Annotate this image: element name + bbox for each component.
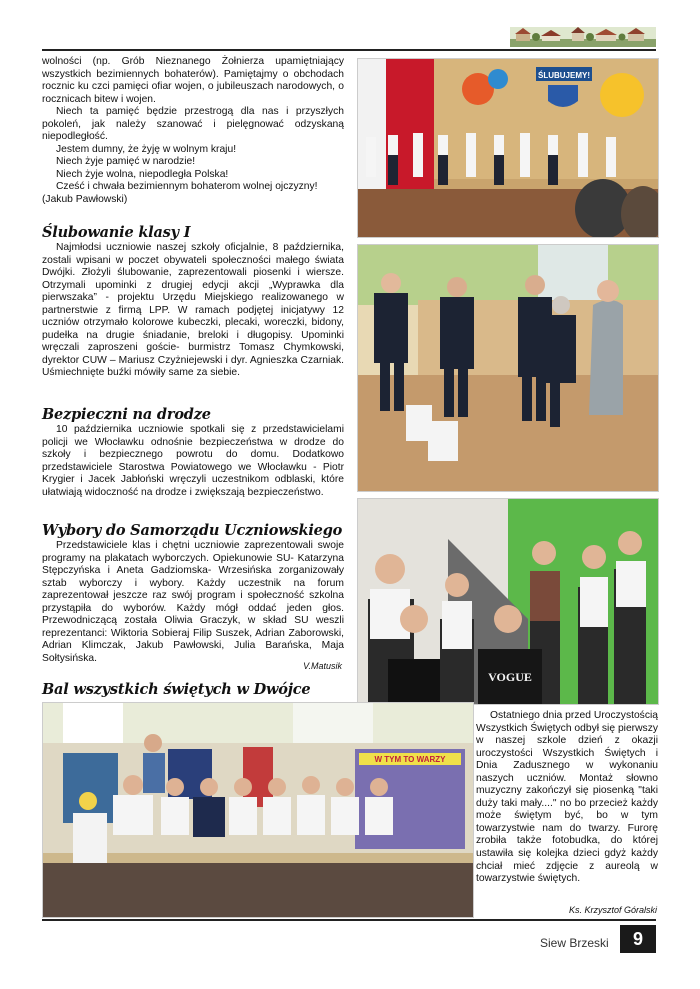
header-rule xyxy=(42,49,656,51)
village-panorama-icon xyxy=(510,27,656,47)
photo-student-council xyxy=(357,498,659,705)
saints-banner-text: W TYM TO WARZY xyxy=(374,755,446,764)
photo-all-saints xyxy=(42,702,474,918)
intro-paragraph: Niech żyje wolna, niepodległa Polska! xyxy=(56,168,229,180)
intro-paragraph: Cześć i chwała bezimiennym bohaterom wolnej ojczyzny! xyxy=(56,181,318,193)
photo-ceremony xyxy=(357,58,659,238)
section-text-bezpieczni: 10 października uczniowie spotkali się z przedstawicielami policji we Włocławku odnośnie bezpieczeństwa w drodze do szkoły i bezpiecznego powrotu do domu. Dodatkowo przedstawiciele Starostwa Powiatowego we Włocławku - Piotr Krygier i Jacek Jabłoński wręczyli uczestnikom odblaski, które ułatwiają widoczność na drodze i zwiększają bezpieczeństwo. xyxy=(42,424,344,498)
section-text-slubowanie: Najmłodsi uczniowie naszej szkoły oficjalnie, 8 października, zostali wpisani w poczet obywateli społeczności małego świata Dwójki. Złożyli ślubowanie, zaprezentowali piosenki i wiersze. Otrzymali upominki z drugiej edycji akcji „Wyprawka dla pierwszaka” - projektu Urzędu Miejskiego realizowanego w partnerstwie z firmą LPP. W ramach podjętej inicjatywy 12 uczniów otrzymało kolorowe kubeczki, plecaki, woreczki, bidony, pudełka na drugie śniadanie, breloki i długopisy. Upominki wręczali zaproszeni goście- burmistrz Tomasz Chymkowski, dyrektor CUW – Mariusz Czyżniejewski i dyr. Agnieszka Czarniak. Uśmiechnięte buźki mówiły same za siebie. xyxy=(42,242,344,379)
ceremony-sign: ŚLUBUJEMY! xyxy=(537,71,591,80)
signature-wybory: V.Matusik xyxy=(303,661,342,671)
intro-paragraph: Niech ta pamięć będzie przestrogą dla nas i przyszłych pokoleń, jak należy szanować i pielęgnować odzyskaną niepodległość. xyxy=(42,106,344,143)
section-heading-bal: Bal wszystkich świętych w Dwójce xyxy=(42,681,311,698)
section-heading-bezpieczni: Bezpieczni na drodze xyxy=(42,406,211,423)
signature-bal: Ks. Krzysztof Góralski xyxy=(568,905,657,915)
photo-police-visit xyxy=(357,244,659,492)
intro-article xyxy=(42,56,344,207)
section-heading-wybory: Wybory do Samorządu Uczniowskiego xyxy=(42,522,343,539)
section-text-bal: Ostatniego dnia przed Uroczystością Wszystkich Świętych odbył się pierwszy w naszej szkole dzień z okazji uroczystości Wszystkich Świętych i Dnia Zadusznego w wykonaniu naszych uczniów. Montaż słowno muzyczny zakończył się piosenką "taki duży taki mały...." no bo przecież każdy może świętym być, bo w tym towarzystwie nam do twarzy. Furorę zrobiła także fotobudka, do której ustawiła się kolejka dzieci gdyż każdy chciał mieć zdjęcie z aureolą w towarzystwie świętych. xyxy=(476,710,658,885)
header-banner xyxy=(510,27,656,47)
intro-paragraph: Jestem dumny, że żyję w wolnym kraju! xyxy=(56,143,237,155)
section-text-wybory: Przedstawiciele klas i chętni uczniowie zaprezentowali swoje programy na plakatach wyborczych. Opiekunowie SU- Katarzyna Stępczyńska i Aneta Gadziomska- Wrzesińska zorganizowały sztab wyborczy i wybory. Każdy uczestnik na forum zaprezentował jeszcze raz swój program i społeczność szkolna przystąpiła do wyborów. Każdy mógł oddać jeden głos. Przewodniczącą została Oliwia Graczyk, w skład SU weszli reprezentanci: Wiktoria Sobieraj Filip Suszek, Adrian Zaborowski, Adrian Klimczak, Jakub Pawłowski, Julia Barańska, Maja Sołtysińska. xyxy=(42,540,344,664)
section-heading-slubowanie: Ślubowanie klasy I xyxy=(42,224,191,241)
shirt-print: VOGUE xyxy=(488,670,532,684)
publication-name: Siew Brzeski xyxy=(540,936,609,950)
intro-author: (Jakub Pawłowski) xyxy=(42,194,128,206)
intro-paragraph: wolności (np. Grób Nieznanego Żołnierza upamiętniający wszystkich bezimiennych bohaterów). Pamiętajmy o obchodach rocznic ku czci pamięci ofiar wojen, o jubileuszach narodowych, o rocznicach bitew i wojen. xyxy=(42,56,344,105)
page-number: 9 xyxy=(620,925,656,953)
footer-rule xyxy=(42,919,656,921)
intro-paragraph: Niech żyje pamięć w narodzie! xyxy=(56,156,196,168)
